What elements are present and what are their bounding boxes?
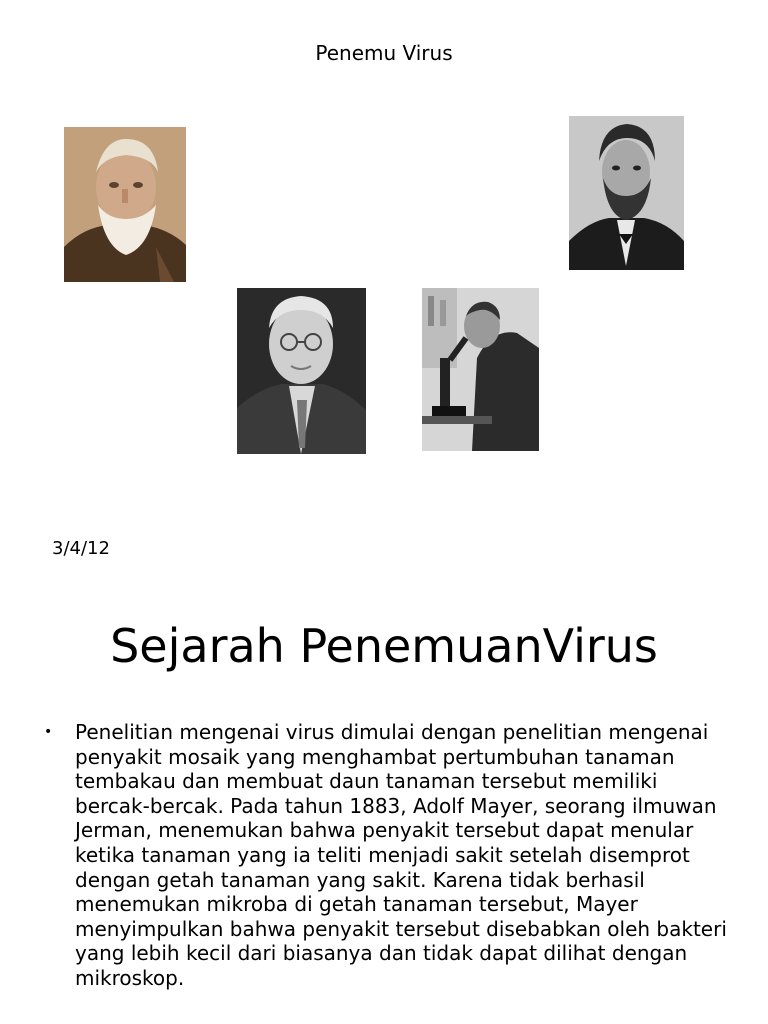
scientist-photo-1 — [64, 127, 186, 282]
scientist-photo-3 — [237, 288, 366, 454]
slide-date: 3/4/12 — [52, 538, 110, 559]
scientist-photo-4 — [422, 288, 539, 451]
slide-heading: Sejarah PenemuanVirus — [110, 619, 658, 673]
bullet-marker: • — [44, 724, 53, 740]
slide-title: Penemu Virus — [315, 41, 453, 65]
scientist-photo-2 — [569, 116, 684, 270]
body-paragraph: Penelitian mengenai virus dimulai dengan penelitian mengenai penyakit mosaik yang menghambat pertumbuhan tanaman tembakau dan membuat daun tanaman tersebut memiliki bercak-bercak. Pada tahun 1883, Adolf Mayer, seorang ilmuwan Jerman, menemukan bahwa penyakit tersebut dapat menular ketika tanaman yang ia teliti menjadi sakit setelah disemprot dengan getah tanaman yang sakit. Karena tidak berhasil menemukan mikroba di getah tanaman tersebut, Mayer menyimpulkan bahwa penyakit tersebut disebabkan oleh bakteri yang lebih kecil dari biasanya dan tidak dapat dilihat dengan mikroskop. — [75, 720, 727, 990]
